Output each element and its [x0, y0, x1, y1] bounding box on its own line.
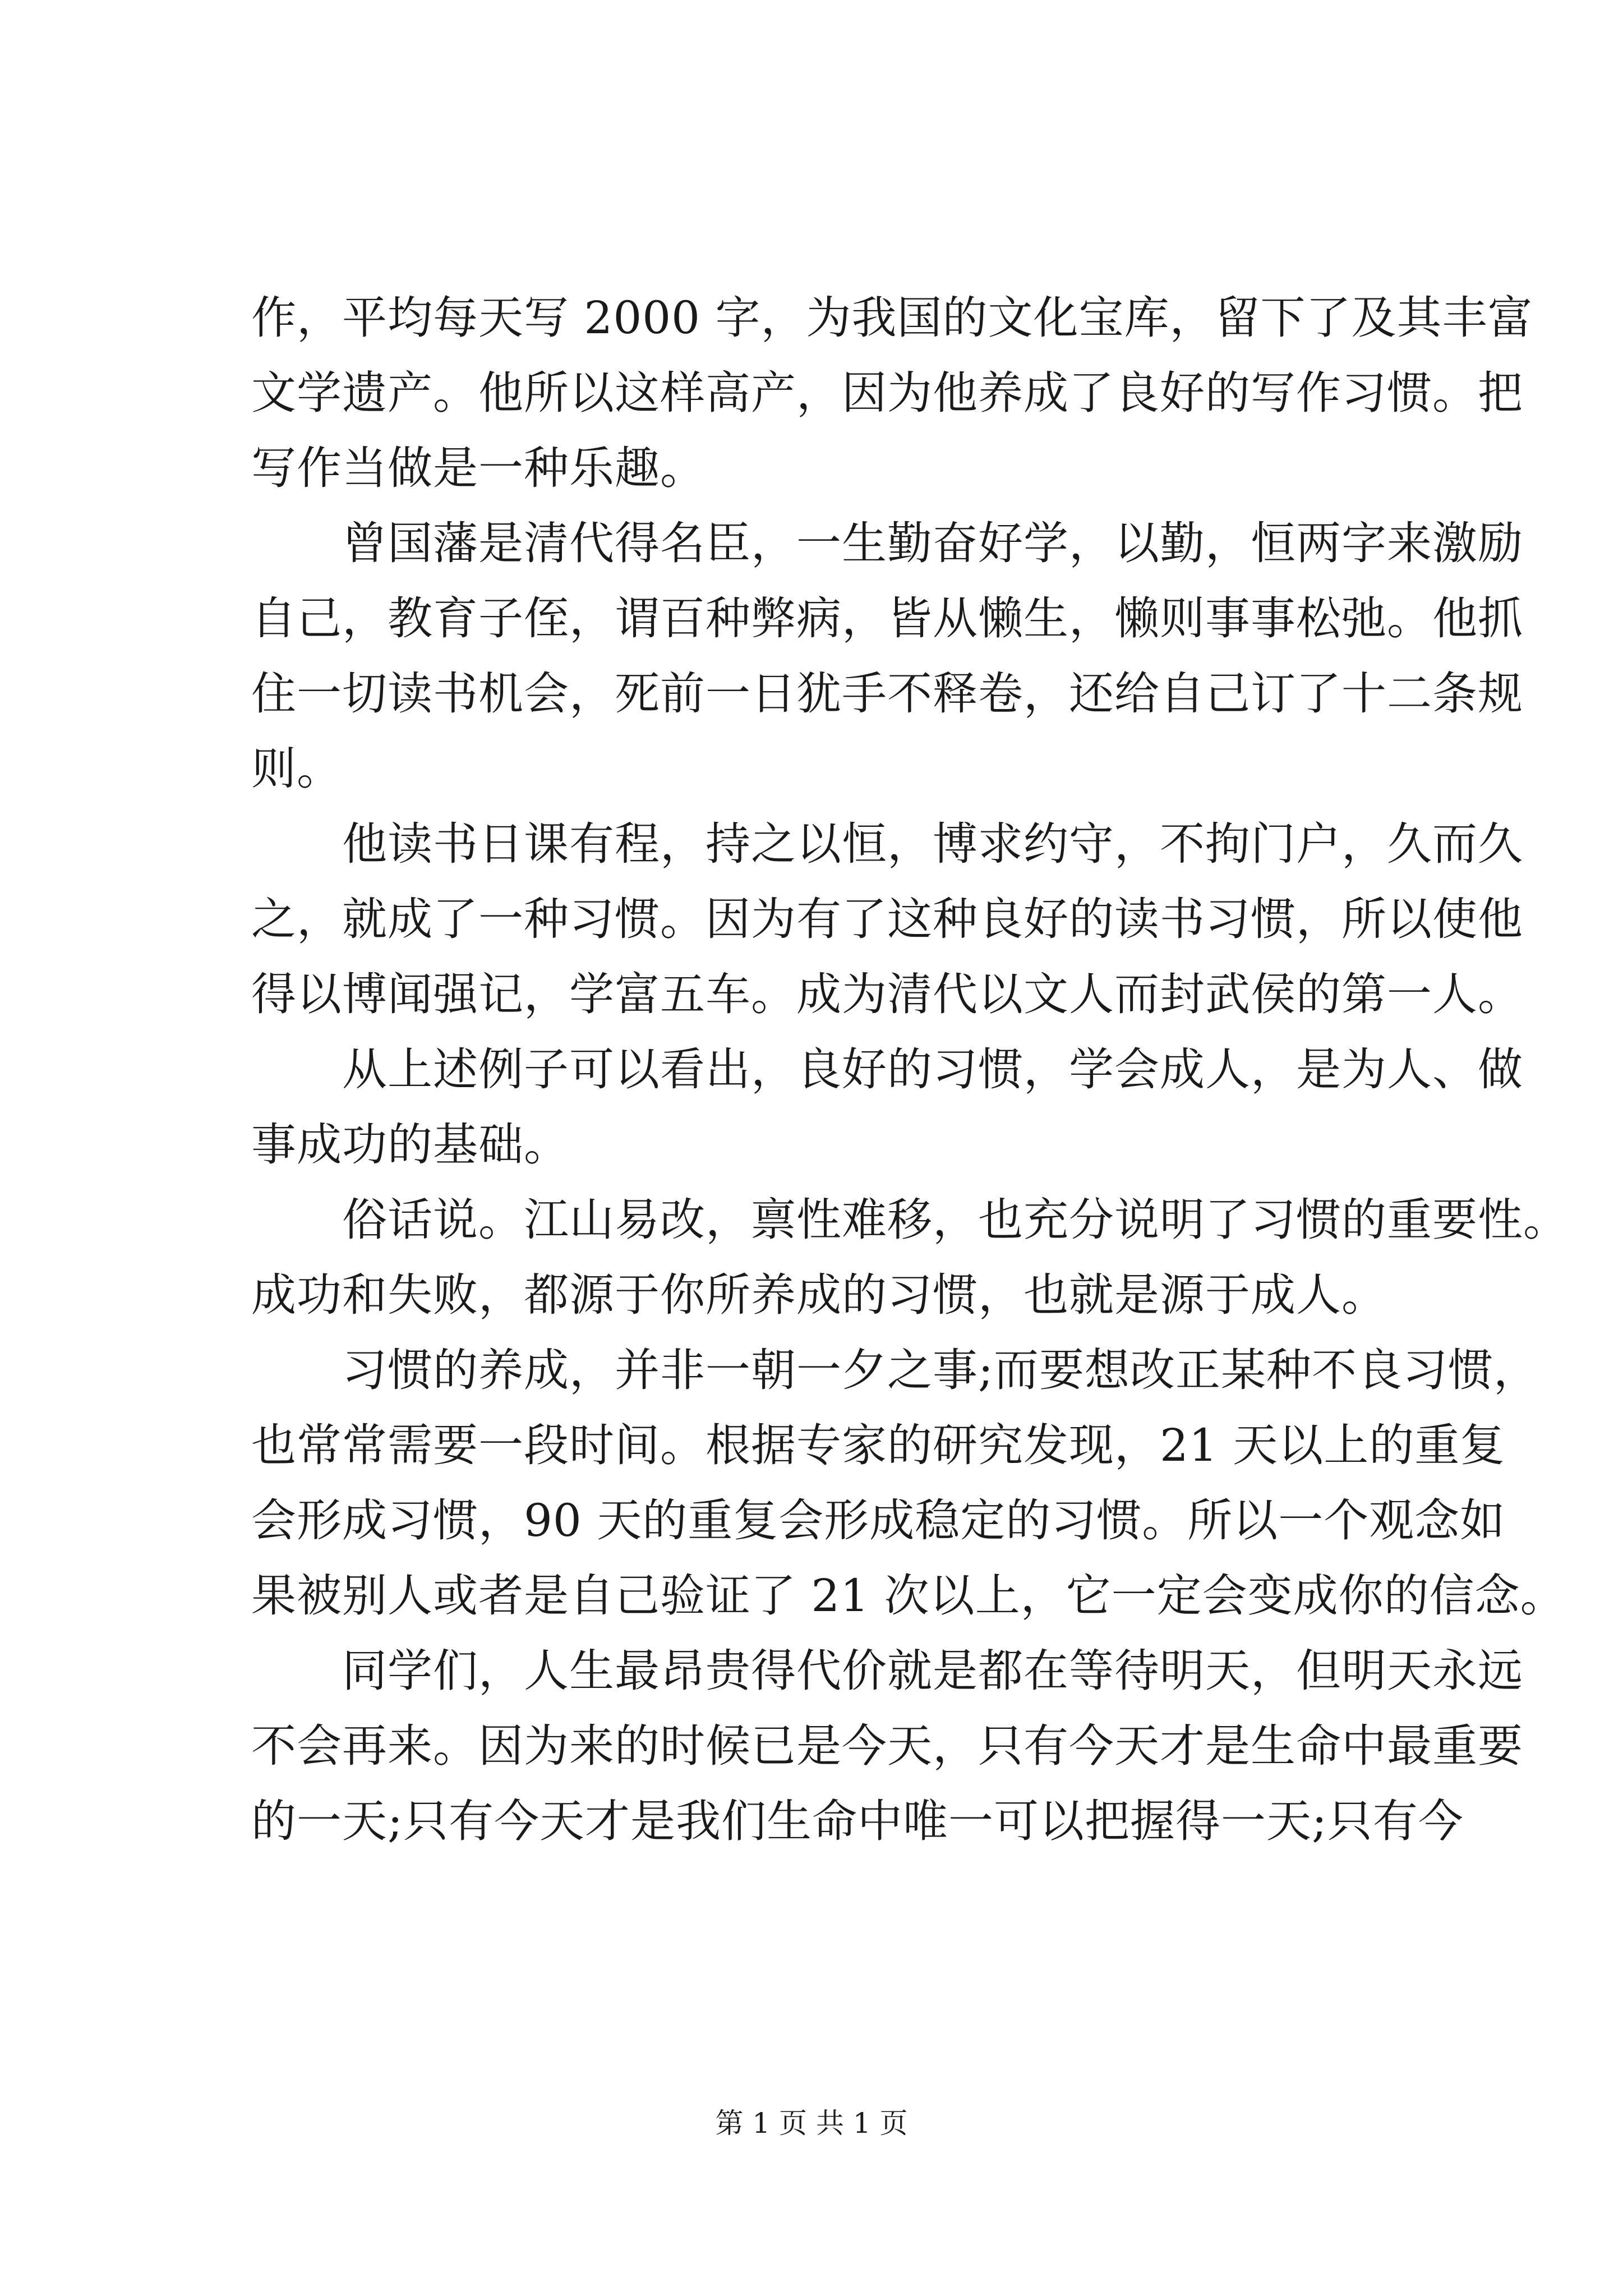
text-line: 作，平均每天写 2000 字，为我国的文化宝库，留下了及其丰富 [251, 292, 1533, 344]
text-line: 则。 [251, 743, 342, 795]
paragraph-first-line: 俗话说。江山易改，禀性难移，也充分说明了习惯的重要性。 [342, 1194, 1569, 1246]
body-text [251, 280, 1569, 1859]
text-line: 得以博闻强记，学富五车。成为清代以文人而封武侯的第一人。 [251, 968, 1523, 1020]
paragraph-first-line: 从上述例子可以看出，良好的习惯，学会成人，是为人、做 [342, 1043, 1523, 1096]
paragraph-first-line: 曾国藩是清代得名臣，一生勤奋好学，以勤，恒两字来激励 [342, 517, 1523, 569]
text-line: 不会再来。因为来的时候已是今天，只有今天才是生命中最重要 [251, 1720, 1523, 1772]
text-line: 文学遗产。他所以这样高产，因为他养成了良好的写作习惯。把 [251, 367, 1523, 419]
text-line: 成功和失败，都源于你所养成的习惯，也就是源于成人。 [251, 1269, 1387, 1321]
paragraph-first-line: 习惯的养成，并非一朝一夕之事;而要想改正某种不良习惯， [342, 1344, 1539, 1396]
text-line: 果被别人或者是自己验证了 21 次以上，它一定会变成你的信念。 [251, 1570, 1566, 1622]
paragraph-first-line: 同学们，人生最昂贵得代价就是都在等待明天，但明天永远 [342, 1645, 1523, 1697]
paragraph-first-line: 他读书日课有程，持之以恒，博求约守，不拘门户，久而久 [342, 818, 1523, 870]
page-footer [0, 2106, 1623, 2140]
text-line: 会形成习惯，90 天的重复会形成稳定的习惯。所以一个观念如 [251, 1494, 1506, 1547]
text-line: 的一天;只有今天才是我们生命中唯一可以把握得一天;只有今 [251, 1795, 1464, 1847]
text-line: 也常常需要一段时间。根据专家的研究发现，21 天以上的重复 [251, 1419, 1506, 1471]
text-line: 事成功的基础。 [251, 1119, 569, 1171]
text-line: 自己，教育子侄，谓百种弊病，皆从懒生，懒则事事松弛。他抓 [251, 592, 1523, 645]
text-line: 住一切读书机会，死前一日犹手不释卷，还给自己订了十二条规 [251, 668, 1523, 720]
page-number-label: 第 1 页 共 1 页 [715, 2107, 908, 2139]
text-line: 之，就成了一种习惯。因为有了这种良好的读书习惯，所以使他 [251, 893, 1523, 945]
text-line: 写作当做是一种乐趣。 [251, 442, 706, 494]
